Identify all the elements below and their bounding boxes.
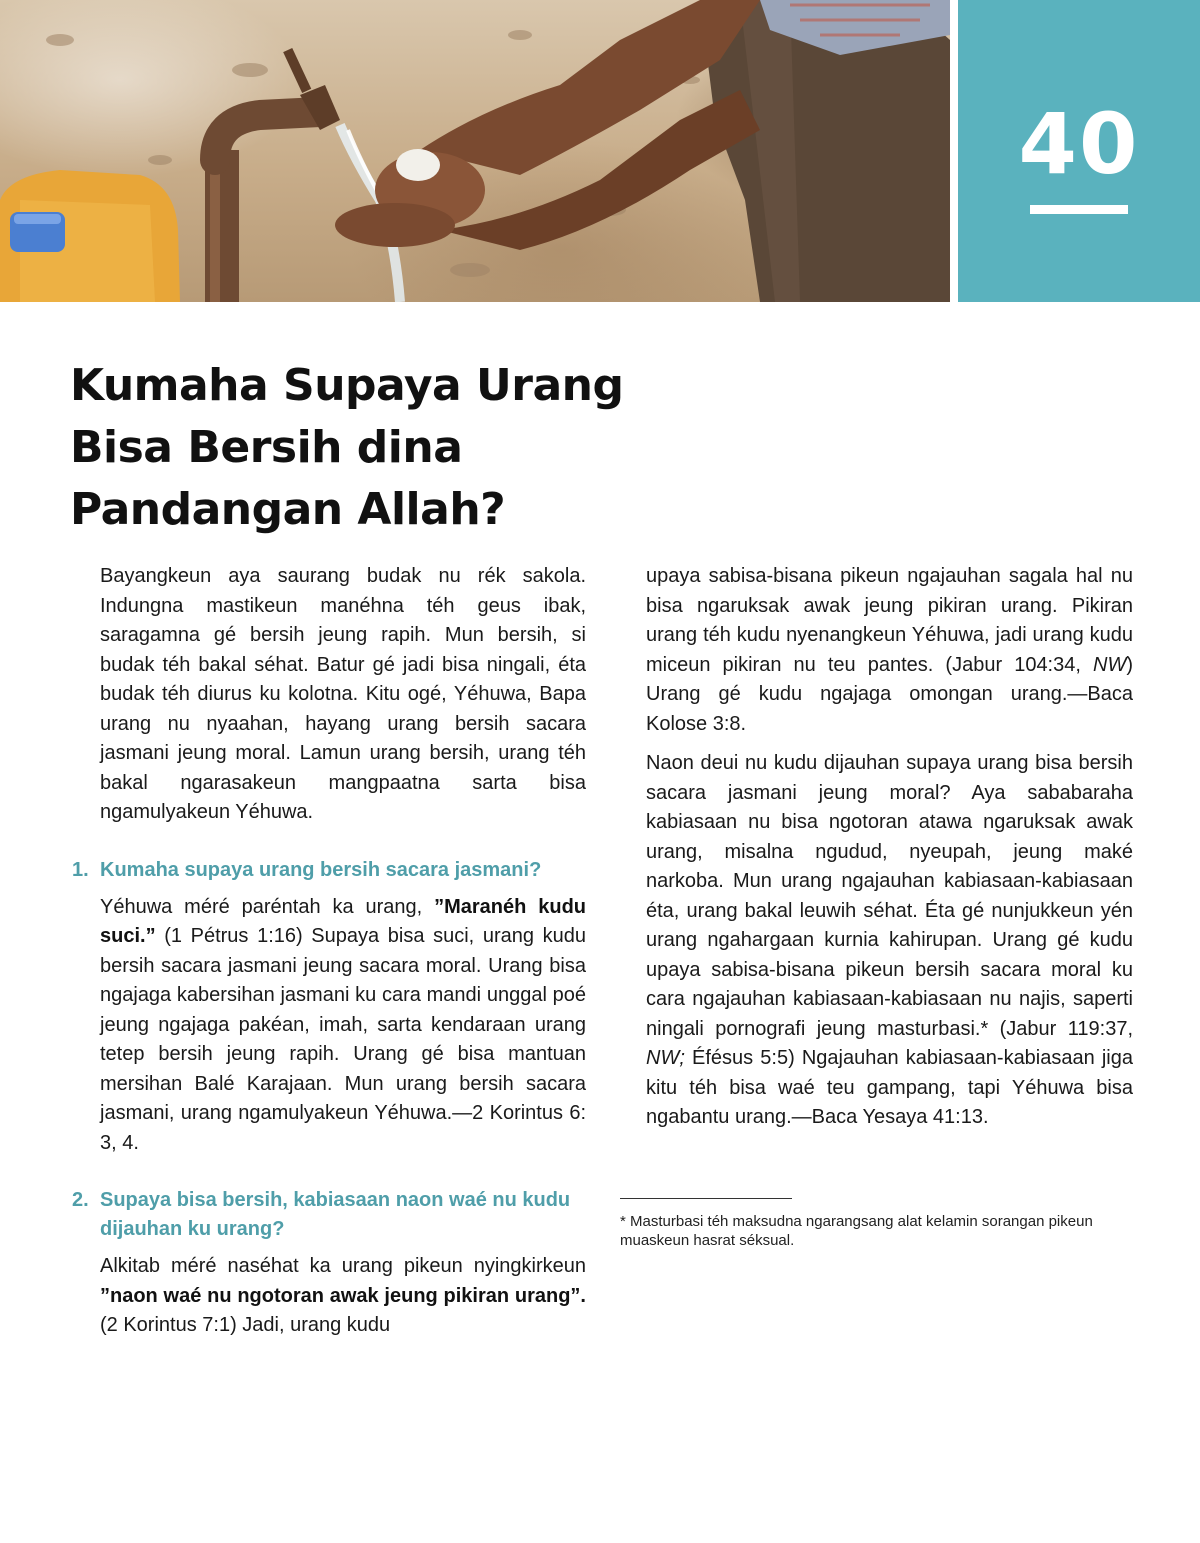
question-2-number: 2. xyxy=(72,1189,89,1211)
answer-1-rest: (1 Pétrus 1:16) Supaya bisa suci, urang kudu bersih sacara jasmani jeung sacara moral. Urang bisa ngajaga kabersihan jasmani ku cara mandi unggal poé jeung ngajaga pakéan, imah, sarta kendaraan urang tetep bersih jeung rapih. Urang gé bisa mantuan mersihan Balé Karajaan. Mun urang bersih sacara jasmani, urang ngamulyakeun Yéhuwa.—2 Korintus 6: 3, 4. xyxy=(100,925,586,1154)
lesson-number-underline xyxy=(1030,205,1128,214)
right-paragraph-1 xyxy=(646,562,1133,739)
answer-1-paragraph xyxy=(100,893,586,1159)
question-2 xyxy=(72,1186,586,1244)
page-title xyxy=(70,355,690,541)
question-1-text: Kumaha supaya urang bersih sacara jasmani? xyxy=(100,858,542,881)
answer-1-quote: ”Maranéh kudu suci.” xyxy=(100,895,587,947)
title-line-2: Bisa Bersih dina xyxy=(70,422,463,473)
title-line-1: Kumaha Supaya Urang xyxy=(70,360,624,411)
washing-hands-at-tap-photo xyxy=(0,0,950,302)
right-paragraph-1-b: ) Urang gé kudu ngajaga omongan urang.—Baca Kolose 3:8. xyxy=(646,653,1133,735)
footnote-divider xyxy=(620,1198,792,1199)
right-paragraph-1-a: upaya sabisa-bisana pikeun ngajauhan sagala hal nu bisa ngaruksak awak jeung pikiran urang. Pikiran urang téh kudu nyenangkeun Yéhuwa, jadi urang kudu miceun pikiran nu teu pantes. (Jabur 104:34, xyxy=(646,565,1133,676)
right-paragraph-2-nw: NW; xyxy=(646,1047,685,1069)
question-1-number: 1. xyxy=(72,858,89,881)
lesson-number-box xyxy=(958,0,1200,302)
intro-paragraph: Bayangkeun aya saurang budak nu rék sakola. Indungna mastikeun manéhna téh geus ibak, saragamna gé bersih jeung rapih. Mun bersih, si budak téh bakal séhat. Batur gé jadi bisa ningali, éta budak téh diurus ku kolotna. Kitu ogé, Yéhuwa, Bapa urang nu nyaahan, hayang urang bersih sacara jasmani jeung moral. Lamun urang bersih, urang téh bakal ngarasakeun mangpaatna sarta bisa ngamulyakeun Yéhuwa. xyxy=(100,565,586,823)
right-column xyxy=(646,562,1133,1143)
question-1 xyxy=(72,856,586,885)
answer-2-quote: ”naon waé nu ngotoran awak jeung pikiran urang”. xyxy=(100,1284,586,1307)
answer-2-paragraph xyxy=(100,1252,586,1341)
right-paragraph-2 xyxy=(646,749,1133,1133)
header-photo xyxy=(0,0,950,302)
left-column xyxy=(72,562,587,1350)
answer-2-rest: (2 Korintus 7:1) Jadi, urang kudu xyxy=(100,1314,391,1336)
answer-1-start: Yéhuwa méré paréntah ka urang, xyxy=(100,895,435,918)
footnote: * Masturbasi téh maksudna ngarangsang alat kelamin sorangan pikeun muaskeun hasrat séksual. xyxy=(620,1213,1093,1249)
right-paragraph-2-b: Éfésus 5:5) Ngajauhan kabiasaan-kabiasaan jiga kitu téh bisa waé teu gampang, tapi Yéhuwa bisa ngabantu urang.—Baca Yesaya 41:13. xyxy=(646,1047,1133,1128)
answer-2-start: Alkitab méré naséhat ka urang pikeun nyingkirkeun xyxy=(100,1255,586,1277)
right-paragraph-1-nw: NW xyxy=(1093,653,1127,676)
lesson-number: 40 xyxy=(1018,95,1140,193)
question-2-text: Supaya bisa bersih, kabiasaan naon waé nu kudu dijauhan ku urang? xyxy=(100,1189,571,1240)
title-line-3: Pandangan Allah? xyxy=(70,484,506,535)
right-paragraph-2-a: Naon deui nu kudu dijauhan supaya urang bisa bersih sacara jasmani jeung moral? Aya sababaraha kabiasaan nu bisa ngotoran atawa ngaruksak awak urang, misalna ngudud, nyeupah, jeung maké narkoba. Mun urang ngajauhan kabiasaan-kabiasaan éta, urang bakal leuwih séhat. Éta gé nunjukkeun yén urang ngahargaan kurnia kahirupan. Urang gé kudu upaya sabisa-bisana pikeun bersih sacara moral ku cara ngajauhan kabiasaan-kabiasaan nu najis, saperti ningali pornografi jeung masturbasi.* (Jabur 119:37, xyxy=(646,752,1133,1040)
